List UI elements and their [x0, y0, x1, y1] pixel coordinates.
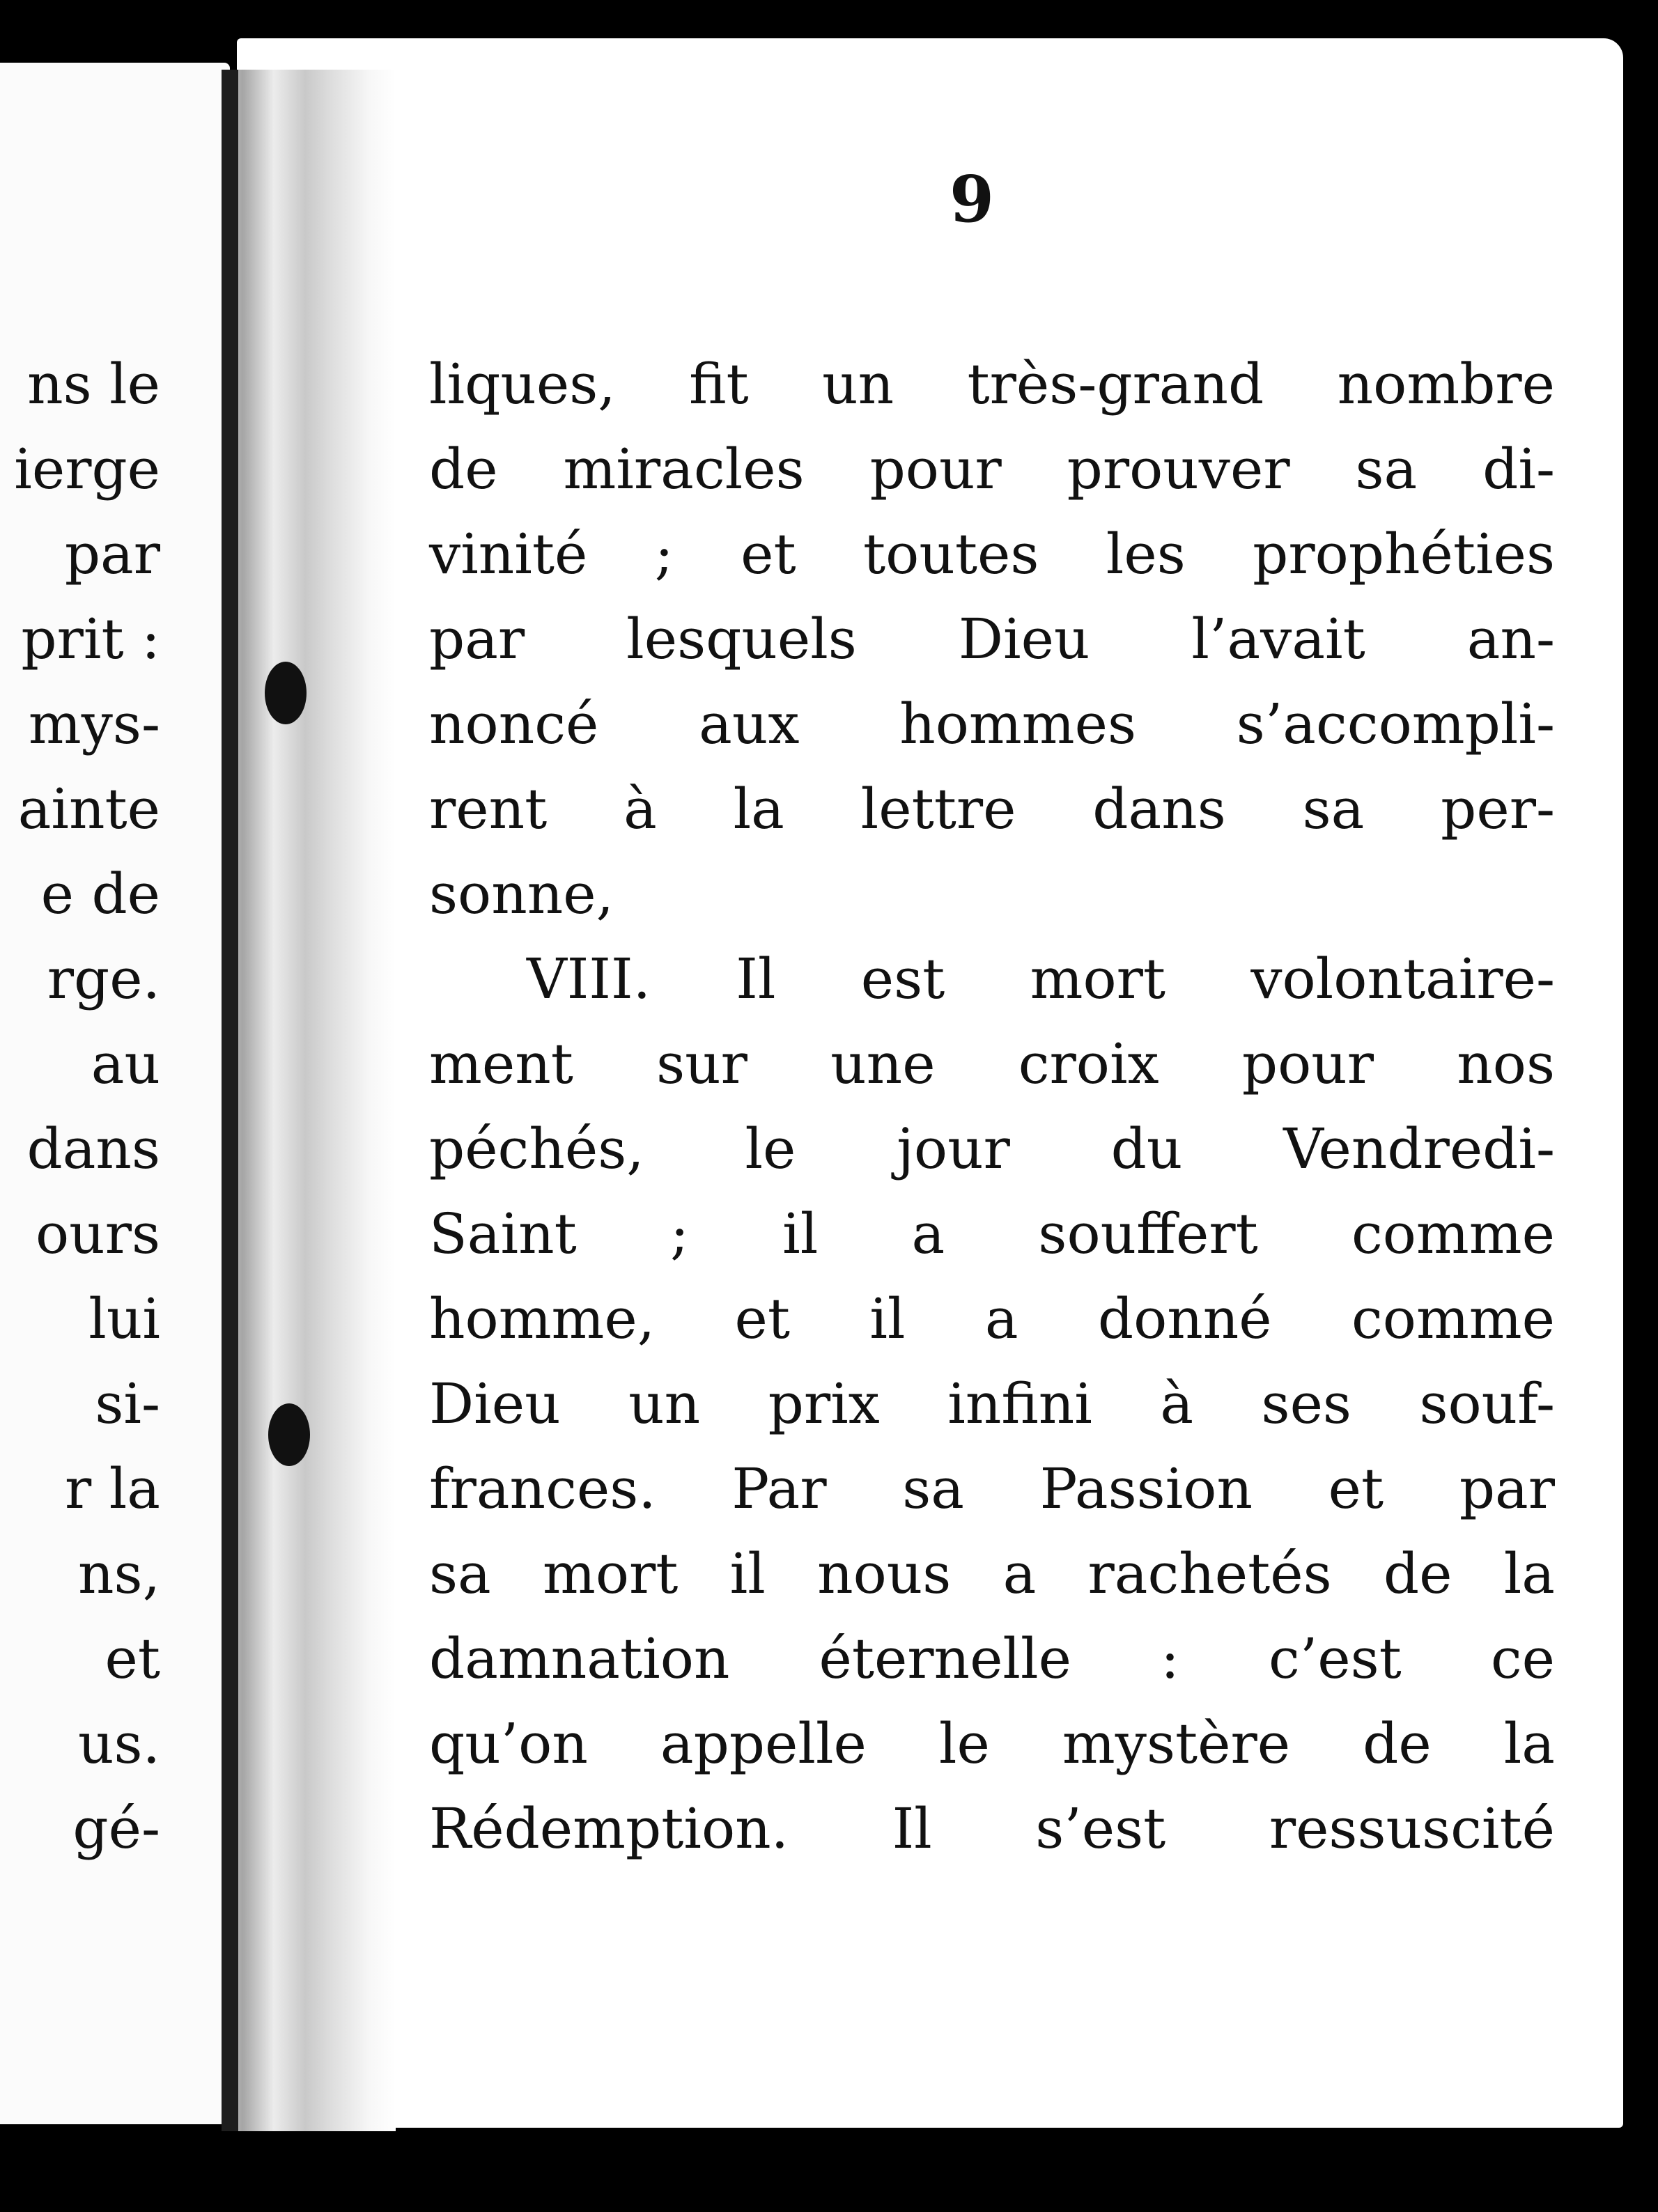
- previous-page-line: ainte: [17, 777, 160, 841]
- previous-page-line: lui: [88, 1286, 160, 1351]
- text-line: de miracles pour prouver sa di-: [429, 437, 1555, 501]
- previous-page-line: ierge: [14, 437, 160, 501]
- previous-page-text-clip: [0, 0, 230, 2212]
- previous-page-line: gé-: [72, 1796, 160, 1861]
- previous-page-line: et: [104, 1626, 160, 1691]
- text-line: Dieu un prix infini à ses souf-: [429, 1371, 1555, 1436]
- previous-page-line: si-: [95, 1371, 160, 1436]
- previous-page-line: ours: [36, 1201, 160, 1266]
- binding-hole: [268, 1403, 310, 1466]
- previous-page-line: ns,: [77, 1541, 160, 1606]
- binding-edge: [222, 70, 238, 2131]
- text-line: homme, et il a donné comme: [429, 1286, 1555, 1351]
- binding-fold-shadow: [222, 70, 396, 2131]
- previous-page-line: us.: [77, 1711, 160, 1776]
- text-line: VIII. Il est mort volontaire-: [527, 947, 1555, 1011]
- text-line: liques, fit un très-grand nombre: [429, 352, 1555, 416]
- previous-page-line: au: [91, 1031, 160, 1096]
- page-number: 9: [949, 162, 994, 237]
- text-line: Rédemption. Il s’est ressuscité: [429, 1796, 1555, 1861]
- previous-page-line: prit :: [21, 607, 160, 671]
- previous-page-line: par: [64, 522, 160, 586]
- binding-hole: [265, 662, 307, 724]
- previous-page-line: r la: [65, 1456, 160, 1521]
- text-line: par lesquels Dieu l’avait an-: [429, 607, 1555, 671]
- previous-page-line: rge.: [47, 947, 160, 1011]
- text-line: rent à la lettre dans sa per-: [429, 777, 1555, 841]
- text-line: qu’on appelle le mystère de la: [429, 1711, 1555, 1776]
- text-line: Saint ; il a souffert comme: [429, 1201, 1555, 1266]
- text-line: frances. Par sa Passion et par: [429, 1456, 1555, 1521]
- text-line: péchés, le jour du Vendredi-: [429, 1116, 1555, 1181]
- text-line: vinité ; et toutes les prophéties: [429, 522, 1555, 586]
- text-line: sonne,: [429, 862, 614, 926]
- text-line: sa mort il nous a rachetés de la: [429, 1541, 1555, 1606]
- previous-page-text: [0, 342, 160, 1871]
- text-line: ment sur une croix pour nos: [429, 1031, 1555, 1096]
- text-line: noncé aux hommes s’accompli-: [429, 692, 1555, 756]
- text-line: damnation éternelle : c’est ce: [429, 1626, 1555, 1691]
- previous-page-line: mys-: [28, 692, 160, 756]
- previous-page-line: e de: [40, 862, 160, 926]
- previous-page-line: dans: [26, 1116, 160, 1181]
- page-body-text: [429, 342, 1555, 1871]
- previous-page-line: ns le: [27, 352, 160, 416]
